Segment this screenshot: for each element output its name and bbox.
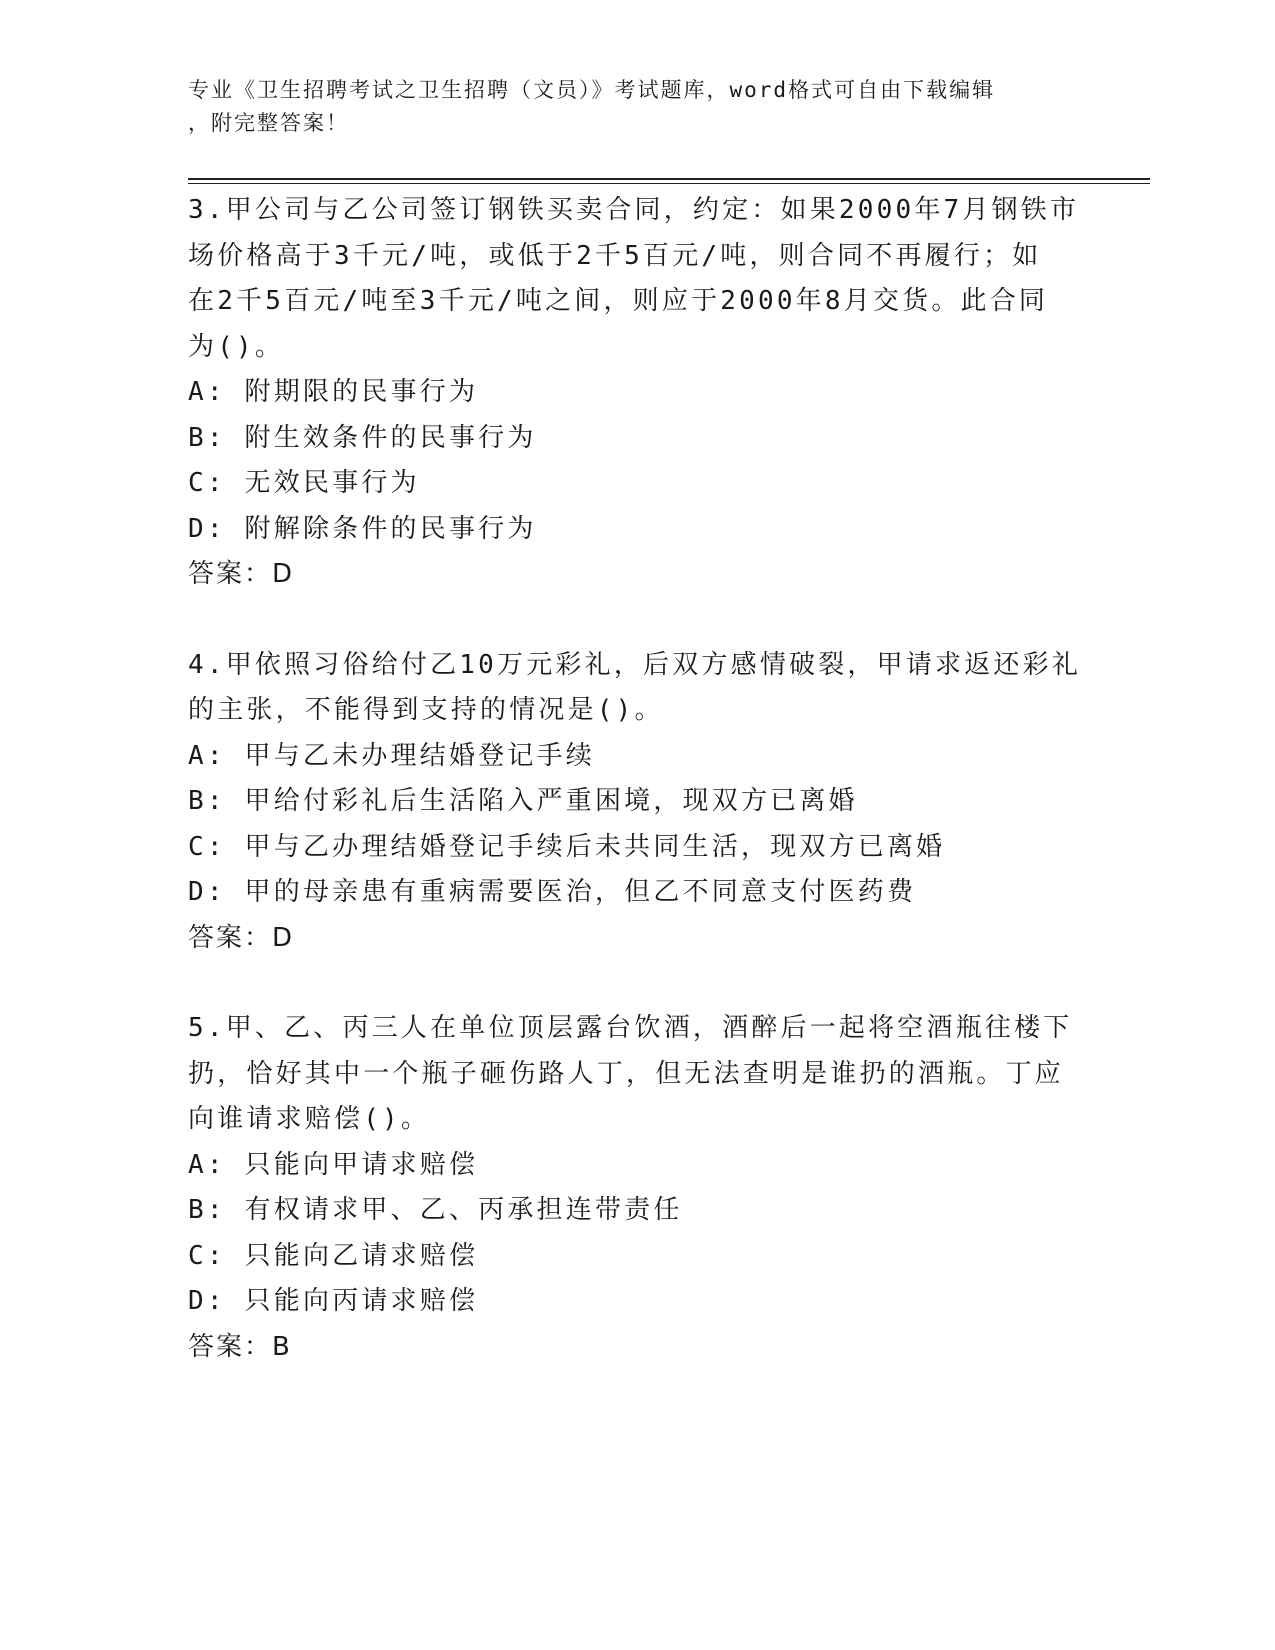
option-b: B: 附生效条件的民事行为: [188, 422, 537, 453]
option-d: D: 甲的母亲患有重病需要医治，但乙不同意支付医药费: [188, 877, 917, 907]
header-divider-thin: [188, 183, 1150, 184]
question-line: 3.甲公司与乙公司签订钢铁买卖合同，约定：如果2000年7月钢铁市: [188, 195, 1080, 225]
answer-line: 答案：D: [188, 559, 295, 589]
question-line: 的主张，不能得到支持的情况是()。: [188, 695, 664, 725]
answer-line: 答案：D: [188, 922, 295, 953]
question-text: [188, 188, 1088, 370]
option-a: A: 只能向甲请求赔偿: [188, 1149, 479, 1180]
question-line: 为()。: [188, 331, 285, 362]
question-5: [188, 1006, 1088, 1370]
spacer: [188, 961, 1088, 1006]
question-line: 在2千5百元/吨至3千元/吨之间，则应于2000年8月交货。此合同: [188, 286, 1049, 316]
question-4: [188, 643, 1088, 962]
option-c: C: 甲与乙办理结婚登记手续后未共同生活，现双方已离婚: [188, 831, 946, 862]
header-line-1: 专业《卫生招聘考试之卫生招聘（文员）》考试题库，word格式可自由下载编辑: [188, 78, 996, 102]
question-text: [188, 643, 1088, 734]
question-line: 场价格高于3千元/吨，或低于2千5百元/吨，则合同不再履行；如: [188, 240, 1042, 271]
question-line: 扔，恰好其中一个瓶子砸伤路人丁，但无法查明是谁扔的酒瓶。丁应: [188, 1058, 1065, 1089]
option-d: D: 只能向丙请求赔偿: [188, 1286, 479, 1316]
option-a: A: 甲与乙未办理结婚登记手续: [188, 740, 595, 771]
option-b: B: 甲给付彩礼后生活陷入严重困境，现双方已离婚: [188, 786, 858, 816]
question-line: 5.甲、乙、丙三人在单位顶层露台饮酒，酒醉后一起将空酒瓶往楼下: [188, 1013, 1073, 1043]
header-line-2: ，附完整答案！: [188, 111, 349, 135]
header-divider-thick: [188, 178, 1150, 180]
question-line: 向谁请求赔偿()。: [188, 1104, 431, 1134]
option-b: B: 有权请求甲、乙、丙承担连带责任: [188, 1195, 683, 1225]
question-3: [188, 188, 1088, 598]
option-c: C: 无效民事行为: [188, 468, 420, 498]
question-line: 4.甲依照习俗给付乙10万元彩礼，后双方感情破裂，甲请求返还彩礼: [188, 649, 1082, 680]
option-c: C: 只能向乙请求赔偿: [188, 1240, 479, 1271]
question-text: [188, 1006, 1088, 1143]
spacer: [188, 598, 1088, 643]
question-list: [188, 188, 1088, 1370]
option-a: A: 附期限的民事行为: [188, 377, 479, 407]
answer-line: 答案：B: [188, 1331, 292, 1362]
document-header: [188, 74, 1088, 140]
option-d: D: 附解除条件的民事行为: [188, 513, 537, 544]
